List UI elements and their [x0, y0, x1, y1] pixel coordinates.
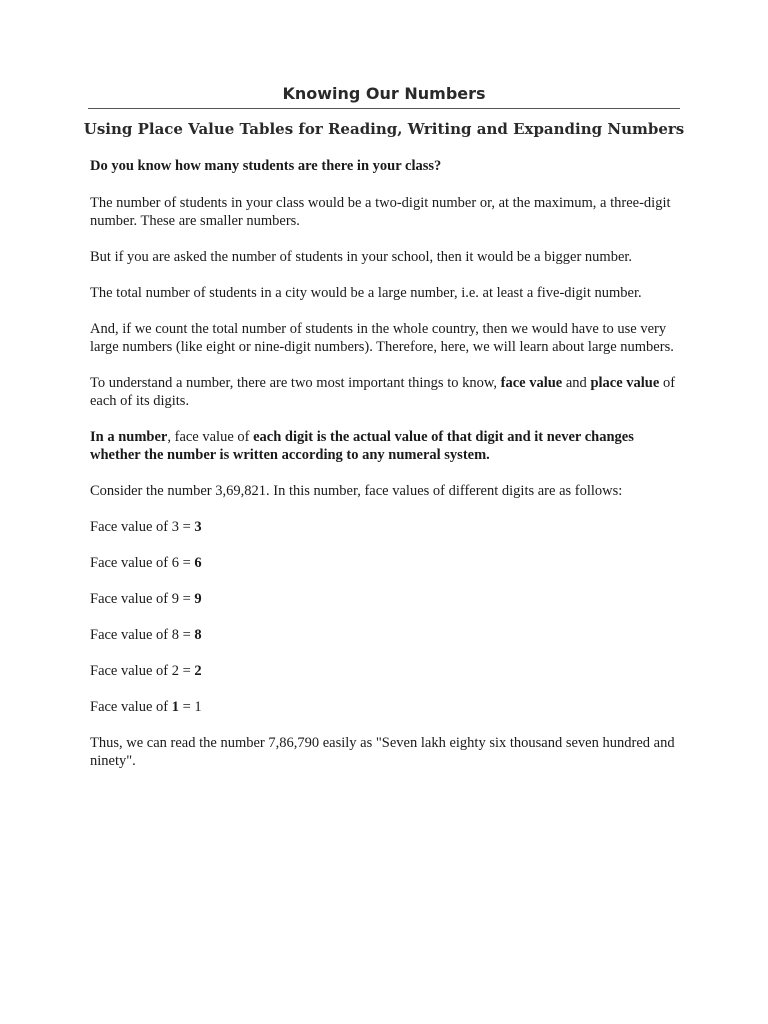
- face-value-result: 2: [194, 663, 202, 679]
- paragraph-school-students: But if you are asked the number of students in your school, then it would be a bigger number.: [90, 249, 633, 265]
- title-divider: [88, 108, 680, 109]
- paragraph-conclusion: Thus, we can read the number 7,86,790 easily as "Seven lakh eighty six thousand seven hundred and ninety".: [90, 735, 675, 769]
- bold-text: each digit is the actual value of that digit and it never changes whether the number is written according to any numeral system.: [90, 429, 634, 463]
- paragraph-city-students: The total number of students in a city would be a large number, i.e. at least a five-digit number.: [90, 285, 642, 301]
- face-value-label: Face value of 6 =: [90, 555, 195, 571]
- face-value-line: [90, 626, 682, 644]
- paragraph-face-value-definition: [90, 428, 682, 464]
- question-heading: Do you know how many students are there in your class?: [90, 158, 442, 174]
- face-value-line: [90, 698, 682, 716]
- term-place-value: place value: [590, 375, 660, 391]
- text: To understand a number, there are two most important things to know,: [90, 375, 501, 391]
- paragraph-class-students: The number of students in your class would be a two-digit number or, at the maximum, a three-digit number. These are smaller numbers.: [90, 195, 671, 229]
- face-value-label: Face value of 8 =: [90, 627, 195, 643]
- face-value-label: Face value of 9 =: [90, 591, 195, 607]
- face-value-result: 3: [194, 519, 202, 535]
- face-value-result: 9: [194, 591, 202, 607]
- face-value-line: [90, 590, 682, 608]
- face-value-result: = 1: [178, 699, 202, 715]
- face-value-result: 8: [194, 627, 202, 643]
- face-value-line: [90, 554, 682, 572]
- bold-text: In a number: [90, 429, 168, 445]
- face-value-result: 6: [194, 555, 202, 571]
- paragraph-face-place-value: [90, 374, 682, 410]
- term-face-value: face value: [500, 375, 563, 391]
- paragraph-country-students: And, if we count the total number of students in the whole country, then we would have to use very large numbers (like eight or nine-digit numbers). Therefore, here, we will learn about large numbers.: [90, 321, 674, 355]
- face-value-line: [90, 518, 682, 536]
- face-value-line: [90, 662, 682, 680]
- page-subtitle: Using Place Value Tables for Reading, Writing and Expanding Numbers: [83, 120, 685, 138]
- text: , face value of: [167, 429, 254, 445]
- face-value-label: Face value of: [90, 699, 172, 715]
- face-value-label: Face value of 2 =: [90, 663, 195, 679]
- text: of each of its digits.: [90, 375, 676, 409]
- face-value-digit: 1: [171, 699, 179, 715]
- page-title: Knowing Our Numbers: [282, 84, 486, 103]
- text: and: [562, 375, 591, 391]
- paragraph-consider-number: Consider the number 3,69,821. In this number, face values of different digits are as follows:: [90, 483, 623, 499]
- document-body: [90, 157, 682, 788]
- face-value-label: Face value of 3 =: [90, 519, 195, 535]
